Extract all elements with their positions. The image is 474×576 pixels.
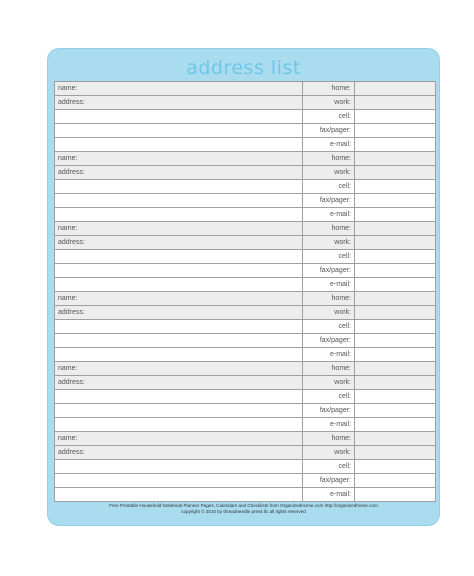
entry-contact-value-cell[interactable] (354, 278, 436, 291)
entry-row (54, 180, 436, 194)
entry-row (54, 460, 436, 474)
entry-contact-value-cell[interactable] (354, 390, 436, 403)
entry-field-label-cell[interactable]: name: (54, 432, 302, 445)
entry-row (54, 138, 436, 152)
entry-field-label-cell[interactable] (54, 460, 302, 473)
entry-field-label-cell[interactable] (54, 264, 302, 277)
entry-field-label-cell[interactable] (54, 110, 302, 123)
entry-row (54, 236, 436, 250)
footer-line-2: copyright © 2010 by threadneedle press llc all rights reserved (181, 509, 306, 514)
entry-contact-label-cell: cell: (302, 460, 354, 473)
entry-contact-value-cell[interactable] (354, 96, 436, 109)
entry-contact-value-cell[interactable] (354, 264, 436, 277)
entry-row (54, 166, 436, 180)
entry-contact-label-cell: work: (302, 236, 354, 249)
entry-field-label-cell[interactable]: address: (54, 446, 302, 459)
entry-field-label-cell[interactable]: address: (54, 236, 302, 249)
entry-contact-label-cell: cell: (302, 250, 354, 263)
entry-contact-label-cell: home: (302, 362, 354, 375)
entry-row (54, 292, 436, 306)
entry-row (54, 320, 436, 334)
entry-contact-value-cell[interactable] (354, 292, 436, 305)
entry-row (54, 432, 436, 446)
entry-field-label-cell[interactable]: name: (54, 292, 302, 305)
entry-field-label-cell[interactable] (54, 488, 302, 501)
entry-contact-value-cell[interactable] (354, 124, 436, 137)
entry-contact-label-cell: cell: (302, 180, 354, 193)
entry-contact-label-cell: e-mail: (302, 278, 354, 291)
entry-row (54, 488, 436, 502)
entry-row (54, 208, 436, 222)
entry-row (54, 82, 436, 96)
entry-contact-label-cell: fax/pager: (302, 194, 354, 207)
entry-contact-value-cell[interactable] (354, 418, 436, 431)
entry-contact-value-cell[interactable] (354, 446, 436, 459)
entry-row (54, 418, 436, 432)
entry-contact-label-cell: cell: (302, 110, 354, 123)
entry-row (54, 222, 436, 236)
entry-field-label-cell[interactable] (54, 124, 302, 137)
address-table (54, 81, 436, 502)
entry-row (54, 110, 436, 124)
entry-row (54, 474, 436, 488)
entry-contact-value-cell[interactable] (354, 236, 436, 249)
entry-row (54, 278, 436, 292)
entry-field-label-cell[interactable] (54, 208, 302, 221)
entry-row (54, 96, 436, 110)
entry-field-label-cell[interactable]: name: (54, 362, 302, 375)
entry-row (54, 376, 436, 390)
entry-contact-value-cell[interactable] (354, 208, 436, 221)
entry-row (54, 306, 436, 320)
entry-contact-value-cell[interactable] (354, 82, 436, 95)
entry-contact-value-cell[interactable] (354, 222, 436, 235)
entry-field-label-cell[interactable]: name: (54, 82, 302, 95)
entry-row (54, 362, 436, 376)
entry-contact-label-cell: e-mail: (302, 488, 354, 501)
entry-contact-value-cell[interactable] (354, 138, 436, 151)
entry-contact-label-cell: e-mail: (302, 348, 354, 361)
entry-row (54, 404, 436, 418)
entry-contact-value-cell[interactable] (354, 460, 436, 473)
entry-field-label-cell[interactable] (54, 138, 302, 151)
entry-field-label-cell[interactable]: address: (54, 376, 302, 389)
entry-contact-value-cell[interactable] (354, 348, 436, 361)
entry-row (54, 194, 436, 208)
entry-field-label-cell[interactable]: address: (54, 96, 302, 109)
address-list-sheet (47, 48, 440, 526)
entry-field-label-cell[interactable] (54, 474, 302, 487)
entry-contact-label-cell: e-mail: (302, 418, 354, 431)
entry-row (54, 250, 436, 264)
entry-contact-label-cell: fax/pager: (302, 334, 354, 347)
entry-contact-value-cell[interactable] (354, 250, 436, 263)
entry-row (54, 334, 436, 348)
entry-contact-value-cell[interactable] (354, 194, 436, 207)
entry-contact-label-cell: home: (302, 432, 354, 445)
entry-contact-label-cell: fax/pager: (302, 474, 354, 487)
entry-contact-value-cell[interactable] (354, 306, 436, 319)
entry-contact-value-cell[interactable] (354, 152, 436, 165)
entry-contact-label-cell: e-mail: (302, 208, 354, 221)
page-title: address list (186, 57, 301, 79)
entry-row (54, 446, 436, 460)
footer-line-1: Free Printable Household Notebook Planner Pages, Calendars and Checklists from OrganizedHome.com http://organizedhome.com (109, 503, 378, 508)
footer (48, 503, 439, 515)
entry-contact-value-cell[interactable] (354, 362, 436, 375)
entry-contact-value-cell[interactable] (354, 376, 436, 389)
entry-field-label-cell[interactable] (54, 334, 302, 347)
entry-row (54, 264, 436, 278)
entry-contact-label-cell: cell: (302, 320, 354, 333)
entry-contact-value-cell[interactable] (354, 432, 436, 445)
entry-contact-label-cell: fax/pager: (302, 404, 354, 417)
entry-field-label-cell[interactable] (54, 418, 302, 431)
entry-contact-label-cell: cell: (302, 390, 354, 403)
entry-contact-label-cell: home: (302, 222, 354, 235)
entry-field-label-cell[interactable]: address: (54, 306, 302, 319)
entry-contact-label-cell: fax/pager: (302, 264, 354, 277)
entry-contact-value-cell[interactable] (354, 320, 436, 333)
entry-contact-label-cell: work: (302, 96, 354, 109)
entry-contact-value-cell[interactable] (354, 166, 436, 179)
entry-row (54, 390, 436, 404)
entry-contact-value-cell[interactable] (354, 488, 436, 501)
entry-contact-label-cell: work: (302, 166, 354, 179)
entry-field-label-cell[interactable] (54, 180, 302, 193)
entry-contact-label-cell: home: (302, 292, 354, 305)
entry-field-label-cell[interactable] (54, 278, 302, 291)
entry-contact-value-cell[interactable] (354, 334, 436, 347)
entry-row (54, 124, 436, 138)
entry-contact-value-cell[interactable] (354, 110, 436, 123)
entry-field-label-cell[interactable] (54, 404, 302, 417)
entry-field-label-cell[interactable]: name: (54, 152, 302, 165)
entry-contact-label-cell: fax/pager: (302, 124, 354, 137)
entry-contact-value-cell[interactable] (354, 474, 436, 487)
entry-row (54, 152, 436, 166)
entry-contact-label-cell: home: (302, 152, 354, 165)
entry-contact-value-cell[interactable] (354, 180, 436, 193)
entry-field-label-cell[interactable] (54, 348, 302, 361)
entry-field-label-cell[interactable]: name: (54, 222, 302, 235)
entry-contact-label-cell: work: (302, 306, 354, 319)
entry-field-label-cell[interactable] (54, 194, 302, 207)
entry-field-label-cell[interactable]: address: (54, 166, 302, 179)
entry-field-label-cell[interactable] (54, 320, 302, 333)
entry-contact-label-cell: work: (302, 376, 354, 389)
entry-contact-label-cell: e-mail: (302, 138, 354, 151)
entry-contact-label-cell: work: (302, 446, 354, 459)
entry-row (54, 348, 436, 362)
entry-field-label-cell[interactable] (54, 250, 302, 263)
entry-contact-value-cell[interactable] (354, 404, 436, 417)
entry-contact-label-cell: home: (302, 82, 354, 95)
entry-field-label-cell[interactable] (54, 390, 302, 403)
